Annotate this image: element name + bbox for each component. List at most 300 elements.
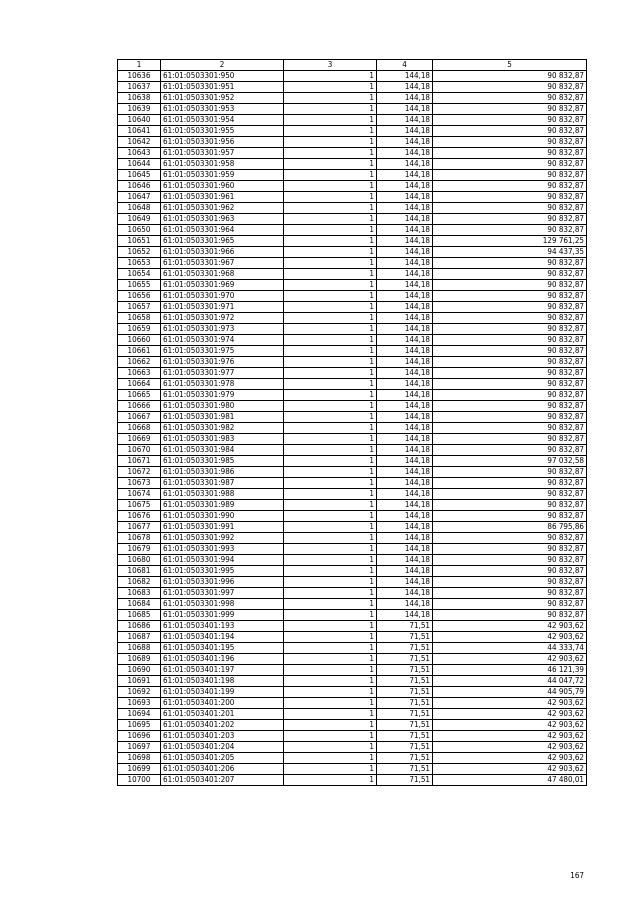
- value-cell: 90 832,87: [433, 302, 587, 313]
- row-number-cell: 10649: [118, 214, 161, 225]
- row-number-cell: 10653: [118, 258, 161, 269]
- area-cell: 144,18: [377, 82, 433, 93]
- value-cell: 90 832,87: [433, 126, 587, 137]
- quantity-cell: 1: [284, 236, 377, 247]
- area-cell: 144,18: [377, 302, 433, 313]
- area-cell: 71,51: [377, 621, 433, 632]
- value-cell: 90 832,87: [433, 335, 587, 346]
- area-cell: 144,18: [377, 511, 433, 522]
- cadastral-number-cell: 61:01:0503301:957: [161, 148, 284, 159]
- cadastral-number-cell: 61:01:0503301:986: [161, 467, 284, 478]
- area-cell: 144,18: [377, 357, 433, 368]
- cadastral-number-cell: 61:01:0503301:984: [161, 445, 284, 456]
- value-cell: 90 832,87: [433, 170, 587, 181]
- value-cell: 90 832,87: [433, 379, 587, 390]
- cadastral-number-cell: 61:01:0503301:992: [161, 533, 284, 544]
- quantity-cell: 1: [284, 643, 377, 654]
- table-row: [118, 577, 587, 588]
- quantity-cell: 1: [284, 500, 377, 511]
- row-number-cell: 10697: [118, 742, 161, 753]
- cadastral-number-cell: 61:01:0503301:977: [161, 368, 284, 379]
- value-cell: 90 832,87: [433, 71, 587, 82]
- value-cell: 129 761,25: [433, 236, 587, 247]
- quantity-cell: 1: [284, 456, 377, 467]
- area-cell: 144,18: [377, 599, 433, 610]
- row-number-cell: 10689: [118, 654, 161, 665]
- quantity-cell: 1: [284, 313, 377, 324]
- cadastral-number-cell: 61:01:0503401:201: [161, 709, 284, 720]
- table-row: [118, 742, 587, 753]
- table-row: [118, 159, 587, 170]
- value-cell: 90 832,87: [433, 357, 587, 368]
- row-number-cell: 10680: [118, 555, 161, 566]
- area-cell: 144,18: [377, 71, 433, 82]
- quantity-cell: 1: [284, 170, 377, 181]
- table-row: [118, 346, 587, 357]
- area-cell: 144,18: [377, 203, 433, 214]
- cadastral-number-cell: 61:01:0503401:194: [161, 632, 284, 643]
- cadastral-number-cell: 61:01:0503301:950: [161, 71, 284, 82]
- header-row: [118, 60, 587, 71]
- area-cell: 144,18: [377, 170, 433, 181]
- value-cell: 90 832,87: [433, 599, 587, 610]
- row-number-cell: 10679: [118, 544, 161, 555]
- cadastral-number-cell: 61:01:0503401:205: [161, 753, 284, 764]
- row-number-cell: 10686: [118, 621, 161, 632]
- cadastral-number-cell: 61:01:0503401:199: [161, 687, 284, 698]
- area-cell: 144,18: [377, 181, 433, 192]
- row-number-cell: 10676: [118, 511, 161, 522]
- area-cell: 71,51: [377, 643, 433, 654]
- row-number-cell: 10678: [118, 533, 161, 544]
- table-row: [118, 291, 587, 302]
- cadastral-number-cell: 61:01:0503301:981: [161, 412, 284, 423]
- quantity-cell: 1: [284, 599, 377, 610]
- quantity-cell: 1: [284, 214, 377, 225]
- value-cell: 90 832,87: [433, 137, 587, 148]
- quantity-cell: 1: [284, 302, 377, 313]
- quantity-cell: 1: [284, 291, 377, 302]
- cadastral-number-cell: 61:01:0503301:961: [161, 192, 284, 203]
- row-number-cell: 10657: [118, 302, 161, 313]
- area-cell: 71,51: [377, 676, 433, 687]
- cadastral-number-cell: 61:01:0503301:990: [161, 511, 284, 522]
- cadastral-number-cell: 61:01:0503401:196: [161, 654, 284, 665]
- table-row: [118, 247, 587, 258]
- cadastral-number-cell: 61:01:0503301:953: [161, 104, 284, 115]
- quantity-cell: 1: [284, 445, 377, 456]
- quantity-cell: 1: [284, 533, 377, 544]
- table-row: [118, 379, 587, 390]
- table-row: [118, 335, 587, 346]
- value-cell: 90 832,87: [433, 291, 587, 302]
- quantity-cell: 1: [284, 148, 377, 159]
- value-cell: 90 832,87: [433, 445, 587, 456]
- table-row: [118, 533, 587, 544]
- cadastral-number-cell: 61:01:0503401:195: [161, 643, 284, 654]
- cadastral-number-cell: 61:01:0503401:197: [161, 665, 284, 676]
- table-row: [118, 368, 587, 379]
- row-number-cell: 10699: [118, 764, 161, 775]
- quantity-cell: 1: [284, 709, 377, 720]
- area-cell: 144,18: [377, 313, 433, 324]
- table-row: [118, 115, 587, 126]
- cadastral-number-cell: 61:01:0503301:966: [161, 247, 284, 258]
- row-number-cell: 10685: [118, 610, 161, 621]
- cadastral-number-cell: 61:01:0503301:989: [161, 500, 284, 511]
- table-row: [118, 764, 587, 775]
- area-cell: 71,51: [377, 775, 433, 786]
- row-number-cell: 10636: [118, 71, 161, 82]
- cadastral-number-cell: 61:01:0503401:207: [161, 775, 284, 786]
- area-cell: 71,51: [377, 698, 433, 709]
- table-row: [118, 324, 587, 335]
- table-row: [118, 522, 587, 533]
- row-number-cell: 10660: [118, 335, 161, 346]
- value-cell: 97 032,58: [433, 456, 587, 467]
- cadastral-number-cell: 61:01:0503301:969: [161, 280, 284, 291]
- value-cell: 90 832,87: [433, 181, 587, 192]
- cadastral-number-cell: 61:01:0503301:979: [161, 390, 284, 401]
- table-row: [118, 137, 587, 148]
- table-row: [118, 302, 587, 313]
- row-number-cell: 10698: [118, 753, 161, 764]
- row-number-cell: 10645: [118, 170, 161, 181]
- value-cell: 90 832,87: [433, 533, 587, 544]
- value-cell: 46 121,39: [433, 665, 587, 676]
- quantity-cell: 1: [284, 269, 377, 280]
- area-cell: 144,18: [377, 390, 433, 401]
- row-number-cell: 10648: [118, 203, 161, 214]
- value-cell: 90 832,87: [433, 214, 587, 225]
- area-cell: 144,18: [377, 500, 433, 511]
- table-row: [118, 192, 587, 203]
- area-cell: 144,18: [377, 456, 433, 467]
- cadastral-number-cell: 61:01:0503301:975: [161, 346, 284, 357]
- data-table: [117, 59, 587, 786]
- table-row: [118, 423, 587, 434]
- table-row: [118, 258, 587, 269]
- area-cell: 144,18: [377, 115, 433, 126]
- quantity-cell: 1: [284, 71, 377, 82]
- quantity-cell: 1: [284, 368, 377, 379]
- quantity-cell: 1: [284, 467, 377, 478]
- quantity-cell: 1: [284, 742, 377, 753]
- cadastral-number-cell: 61:01:0503301:963: [161, 214, 284, 225]
- area-cell: 71,51: [377, 742, 433, 753]
- quantity-cell: 1: [284, 676, 377, 687]
- row-number-cell: 10696: [118, 731, 161, 742]
- area-cell: 71,51: [377, 709, 433, 720]
- table-row: [118, 632, 587, 643]
- value-cell: 90 832,87: [433, 159, 587, 170]
- value-cell: 90 832,87: [433, 203, 587, 214]
- quantity-cell: 1: [284, 544, 377, 555]
- value-cell: 42 903,62: [433, 731, 587, 742]
- value-cell: 42 903,62: [433, 621, 587, 632]
- value-cell: 42 903,62: [433, 698, 587, 709]
- value-cell: 44 333,74: [433, 643, 587, 654]
- column-header-5: 5: [433, 60, 587, 71]
- cadastral-number-cell: 61:01:0503401:202: [161, 720, 284, 731]
- cadastral-number-cell: 61:01:0503401:200: [161, 698, 284, 709]
- cadastral-number-cell: 61:01:0503401:206: [161, 764, 284, 775]
- cadastral-number-cell: 61:01:0503301:967: [161, 258, 284, 269]
- cadastral-number-cell: 61:01:0503301:968: [161, 269, 284, 280]
- table-body: [118, 71, 587, 786]
- quantity-cell: 1: [284, 577, 377, 588]
- cadastral-number-cell: 61:01:0503301:964: [161, 225, 284, 236]
- table-row: [118, 654, 587, 665]
- row-number-cell: 10674: [118, 489, 161, 500]
- quantity-cell: 1: [284, 665, 377, 676]
- row-number-cell: 10652: [118, 247, 161, 258]
- table-row: [118, 544, 587, 555]
- cadastral-number-cell: 61:01:0503301:954: [161, 115, 284, 126]
- value-cell: 90 832,87: [433, 324, 587, 335]
- value-cell: 90 832,87: [433, 577, 587, 588]
- cadastral-number-cell: 61:01:0503301:995: [161, 566, 284, 577]
- table-row: [118, 698, 587, 709]
- quantity-cell: 1: [284, 654, 377, 665]
- table-row: [118, 511, 587, 522]
- value-cell: 42 903,62: [433, 654, 587, 665]
- quantity-cell: 1: [284, 203, 377, 214]
- area-cell: 144,18: [377, 93, 433, 104]
- value-cell: 90 832,87: [433, 390, 587, 401]
- table-row: [118, 357, 587, 368]
- row-number-cell: 10662: [118, 357, 161, 368]
- table-row: [118, 434, 587, 445]
- area-cell: 71,51: [377, 665, 433, 676]
- cadastral-number-cell: 61:01:0503301:970: [161, 291, 284, 302]
- row-number-cell: 10692: [118, 687, 161, 698]
- table-row: [118, 621, 587, 632]
- quantity-cell: 1: [284, 225, 377, 236]
- cadastral-number-cell: 61:01:0503301:955: [161, 126, 284, 137]
- area-cell: 144,18: [377, 434, 433, 445]
- cadastral-number-cell: 61:01:0503301:996: [161, 577, 284, 588]
- value-cell: 94 437,35: [433, 247, 587, 258]
- cadastral-number-cell: 61:01:0503301:956: [161, 137, 284, 148]
- area-cell: 144,18: [377, 566, 433, 577]
- value-cell: 90 832,87: [433, 566, 587, 577]
- quantity-cell: 1: [284, 247, 377, 258]
- quantity-cell: 1: [284, 621, 377, 632]
- table-row: [118, 445, 587, 456]
- quantity-cell: 1: [284, 379, 377, 390]
- cadastral-number-cell: 61:01:0503301:999: [161, 610, 284, 621]
- area-cell: 144,18: [377, 478, 433, 489]
- row-number-cell: 10641: [118, 126, 161, 137]
- cadastral-number-cell: 61:01:0503301:993: [161, 544, 284, 555]
- area-cell: 71,51: [377, 764, 433, 775]
- area-cell: 144,18: [377, 379, 433, 390]
- row-number-cell: 10644: [118, 159, 161, 170]
- area-cell: 144,18: [377, 522, 433, 533]
- table-row: [118, 775, 587, 786]
- value-cell: 90 832,87: [433, 280, 587, 291]
- area-cell: 71,51: [377, 654, 433, 665]
- area-cell: 144,18: [377, 588, 433, 599]
- column-header-1: 1: [118, 60, 161, 71]
- row-number-cell: 10669: [118, 434, 161, 445]
- value-cell: 90 832,87: [433, 555, 587, 566]
- quantity-cell: 1: [284, 434, 377, 445]
- table-row: [118, 731, 587, 742]
- cadastral-number-cell: 61:01:0503301:958: [161, 159, 284, 170]
- quantity-cell: 1: [284, 610, 377, 621]
- area-cell: 144,18: [377, 324, 433, 335]
- row-number-cell: 10646: [118, 181, 161, 192]
- table-row: [118, 203, 587, 214]
- quantity-cell: 1: [284, 478, 377, 489]
- cadastral-number-cell: 61:01:0503301:971: [161, 302, 284, 313]
- row-number-cell: 10643: [118, 148, 161, 159]
- value-cell: 44 047,72: [433, 676, 587, 687]
- area-cell: 144,18: [377, 533, 433, 544]
- cadastral-number-cell: 61:01:0503301:976: [161, 357, 284, 368]
- quantity-cell: 1: [284, 280, 377, 291]
- quantity-cell: 1: [284, 335, 377, 346]
- cadastral-number-cell: 61:01:0503301:978: [161, 379, 284, 390]
- cadastral-number-cell: 61:01:0503301:983: [161, 434, 284, 445]
- value-cell: 90 832,87: [433, 588, 587, 599]
- value-cell: 90 832,87: [433, 313, 587, 324]
- quantity-cell: 1: [284, 258, 377, 269]
- value-cell: 90 832,87: [433, 478, 587, 489]
- row-number-cell: 10640: [118, 115, 161, 126]
- cadastral-number-cell: 61:01:0503301:998: [161, 599, 284, 610]
- row-number-cell: 10700: [118, 775, 161, 786]
- table-row: [118, 269, 587, 280]
- quantity-cell: 1: [284, 137, 377, 148]
- table-row: [118, 181, 587, 192]
- row-number-cell: 10642: [118, 137, 161, 148]
- row-number-cell: 10667: [118, 412, 161, 423]
- quantity-cell: 1: [284, 489, 377, 500]
- cadastral-number-cell: 61:01:0503301:997: [161, 588, 284, 599]
- row-number-cell: 10659: [118, 324, 161, 335]
- area-cell: 144,18: [377, 544, 433, 555]
- table-row: [118, 753, 587, 764]
- cadastral-number-cell: 61:01:0503301:972: [161, 313, 284, 324]
- area-cell: 144,18: [377, 335, 433, 346]
- table-row: [118, 170, 587, 181]
- quantity-cell: 1: [284, 159, 377, 170]
- row-number-cell: 10687: [118, 632, 161, 643]
- cadastral-number-cell: 61:01:0503301:994: [161, 555, 284, 566]
- area-cell: 71,51: [377, 720, 433, 731]
- row-number-cell: 10637: [118, 82, 161, 93]
- cadastral-number-cell: 61:01:0503301:988: [161, 489, 284, 500]
- value-cell: 42 903,62: [433, 720, 587, 731]
- column-header-4: 4: [377, 60, 433, 71]
- table-row: [118, 687, 587, 698]
- quantity-cell: 1: [284, 588, 377, 599]
- area-cell: 144,18: [377, 137, 433, 148]
- row-number-cell: 10695: [118, 720, 161, 731]
- table-row: [118, 148, 587, 159]
- value-cell: 90 832,87: [433, 434, 587, 445]
- value-cell: 90 832,87: [433, 269, 587, 280]
- area-cell: 144,18: [377, 401, 433, 412]
- table-row: [118, 599, 587, 610]
- row-number-cell: 10677: [118, 522, 161, 533]
- quantity-cell: 1: [284, 775, 377, 786]
- quantity-cell: 1: [284, 423, 377, 434]
- table-row: [118, 225, 587, 236]
- cadastral-number-cell: 61:01:0503401:204: [161, 742, 284, 753]
- table-row: [118, 555, 587, 566]
- area-cell: 144,18: [377, 368, 433, 379]
- value-cell: 47 480,01: [433, 775, 587, 786]
- value-cell: 90 832,87: [433, 610, 587, 621]
- quantity-cell: 1: [284, 412, 377, 423]
- cadastral-number-cell: 61:01:0503301:974: [161, 335, 284, 346]
- cadastral-number-cell: 61:01:0503301:965: [161, 236, 284, 247]
- row-number-cell: 10666: [118, 401, 161, 412]
- cadastral-number-cell: 61:01:0503401:203: [161, 731, 284, 742]
- area-cell: 144,18: [377, 489, 433, 500]
- quantity-cell: 1: [284, 192, 377, 203]
- table-row: [118, 104, 587, 115]
- area-cell: 144,18: [377, 126, 433, 137]
- row-number-cell: 10690: [118, 665, 161, 676]
- table-row: [118, 280, 587, 291]
- value-cell: 90 832,87: [433, 225, 587, 236]
- row-number-cell: 10650: [118, 225, 161, 236]
- cadastral-number-cell: 61:01:0503401:193: [161, 621, 284, 632]
- area-cell: 144,18: [377, 555, 433, 566]
- table-row: [118, 478, 587, 489]
- quantity-cell: 1: [284, 555, 377, 566]
- value-cell: 42 903,62: [433, 753, 587, 764]
- quantity-cell: 1: [284, 115, 377, 126]
- row-number-cell: 10670: [118, 445, 161, 456]
- area-cell: 71,51: [377, 687, 433, 698]
- table-row: [118, 489, 587, 500]
- cadastral-number-cell: 61:01:0503301:980: [161, 401, 284, 412]
- area-cell: 144,18: [377, 412, 433, 423]
- value-cell: 90 832,87: [433, 258, 587, 269]
- cadastral-number-cell: 61:01:0503401:198: [161, 676, 284, 687]
- area-cell: 71,51: [377, 632, 433, 643]
- row-number-cell: 10654: [118, 269, 161, 280]
- value-cell: 90 832,87: [433, 423, 587, 434]
- quantity-cell: 1: [284, 346, 377, 357]
- row-number-cell: 10661: [118, 346, 161, 357]
- table-row: [118, 467, 587, 478]
- value-cell: 90 832,87: [433, 368, 587, 379]
- quantity-cell: 1: [284, 511, 377, 522]
- value-cell: 90 832,87: [433, 148, 587, 159]
- row-number-cell: 10668: [118, 423, 161, 434]
- value-cell: 90 832,87: [433, 192, 587, 203]
- quantity-cell: 1: [284, 93, 377, 104]
- row-number-cell: 10672: [118, 467, 161, 478]
- value-cell: 90 832,87: [433, 401, 587, 412]
- value-cell: 42 903,62: [433, 764, 587, 775]
- table-row: [118, 390, 587, 401]
- area-cell: 144,18: [377, 258, 433, 269]
- table-row: [118, 313, 587, 324]
- quantity-cell: 1: [284, 181, 377, 192]
- cadastral-number-cell: 61:01:0503301:960: [161, 181, 284, 192]
- row-number-cell: 10656: [118, 291, 161, 302]
- value-cell: 90 832,87: [433, 115, 587, 126]
- row-number-cell: 10639: [118, 104, 161, 115]
